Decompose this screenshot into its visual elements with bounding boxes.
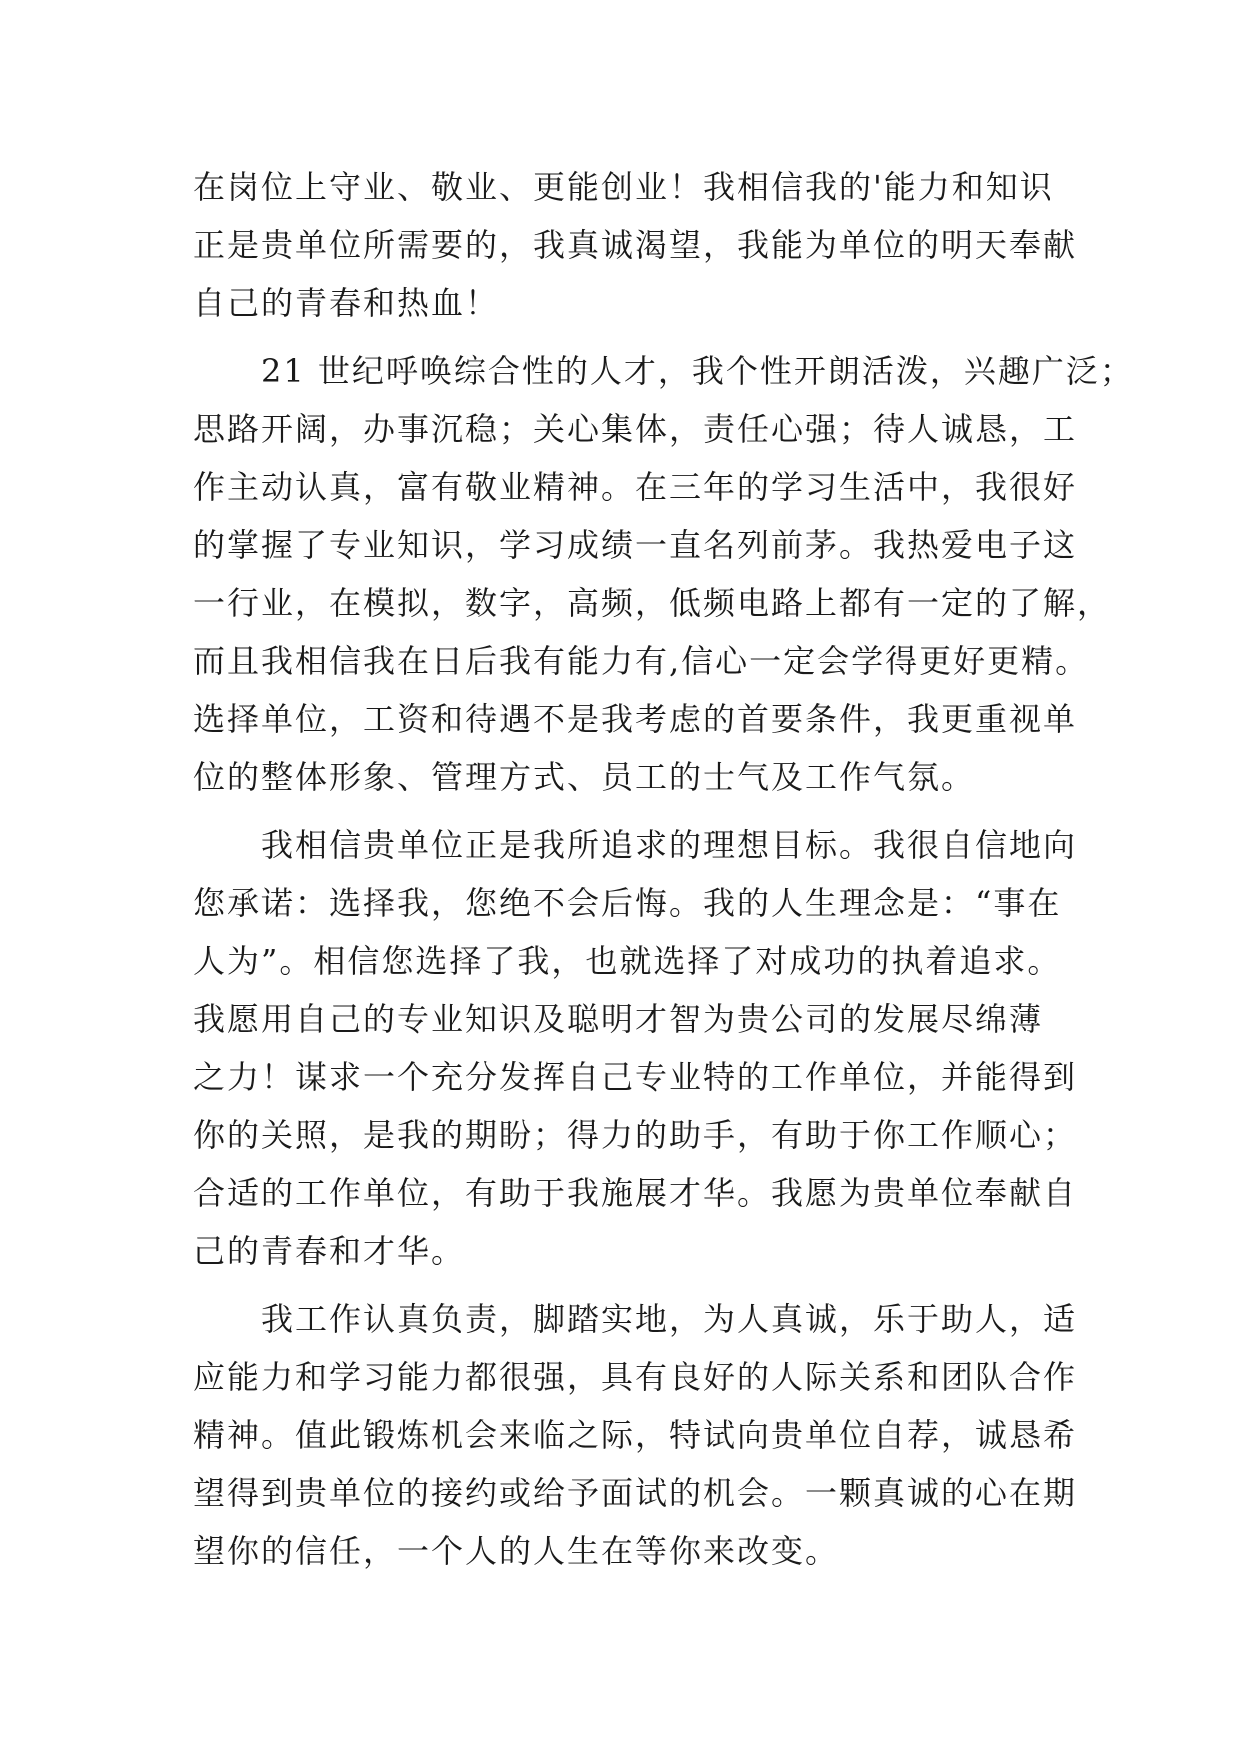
text-line: 之力！谋求一个充分发挥自己专业特的工作单位，并能得到 [193,1058,1078,1096]
paragraph-3 [193,816,1078,1280]
text-line: 合适的工作单位，有助于我施展才华。我愿为贵单位奉献自 [193,1174,1078,1212]
text-line: 自己的青春和热血！ [193,284,500,322]
text-line: 作主动认真，富有敬业精神。在三年的学习生活中，我很好 [193,468,1078,506]
text-line: 一行业，在模拟，数字，高频，低频电路上都有一定的了解， [193,584,1112,622]
text-line: 而且我相信我在日后我有能力有,信心一定会学得更好更精。 [193,642,1090,680]
text-line: 您承诺：选择我，您绝不会后悔。我的人生理念是：“事在 [193,884,1062,922]
text-line: 望你的信任，一个人的人生在等你来改变。 [193,1532,840,1570]
text-line: 精神。值此锻炼机会来临之际，特试向贵单位自荐，诚恳希 [193,1416,1078,1454]
paragraph-2 [193,342,1134,806]
text-line: 你的关照，是我的期盼；得力的助手，有助于你工作顺心； [193,1116,1078,1154]
text-line: 正是贵单位所需要的，我真诚渴望，我能为单位的明天奉献 [193,226,1078,264]
paragraph-1 [193,158,1078,332]
text-line: 的掌握了专业知识，学习成绩一直名列前茅。我热爱电子这 [193,526,1078,564]
text-line: 应能力和学习能力都很强，具有良好的人际关系和团队合作 [193,1358,1078,1396]
text-line: 思路开阔，办事沉稳；关心集体，责任心强；待人诚恳，工 [193,410,1078,448]
text-line: 在岗位上守业、敬业、更能创业！我相信我的'能力和知识 [193,168,1054,206]
text-line: 21 世纪呼唤综合性的人才，我个性开朗活泼，兴趣广泛； [261,352,1134,390]
paragraph-4 [193,1290,1078,1580]
text-line: 人为”。相信您选择了我，也就选择了对成功的执着追求。 [193,942,1062,980]
text-line: 我愿用自己的专业知识及聪明才智为贵公司的发展尽绵薄 [193,1000,1044,1038]
text-line: 我相信贵单位正是我所追求的理想目标。我很自信地向 [261,826,1078,864]
text-line: 望得到贵单位的接约或给予面试的机会。一颗真诚的心在期 [193,1474,1078,1512]
text-line: 位的整体形象、管理方式、员工的士气及工作气氛。 [193,758,976,796]
text-line: 我工作认真负责，脚踏实地，为人真诚，乐于助人，适 [261,1300,1078,1338]
text-line: 己的青春和才华。 [193,1232,466,1270]
document-body [193,158,1134,1580]
text-line: 选择单位，工资和待遇不是我考虑的首要条件，我更重视单 [193,700,1078,738]
